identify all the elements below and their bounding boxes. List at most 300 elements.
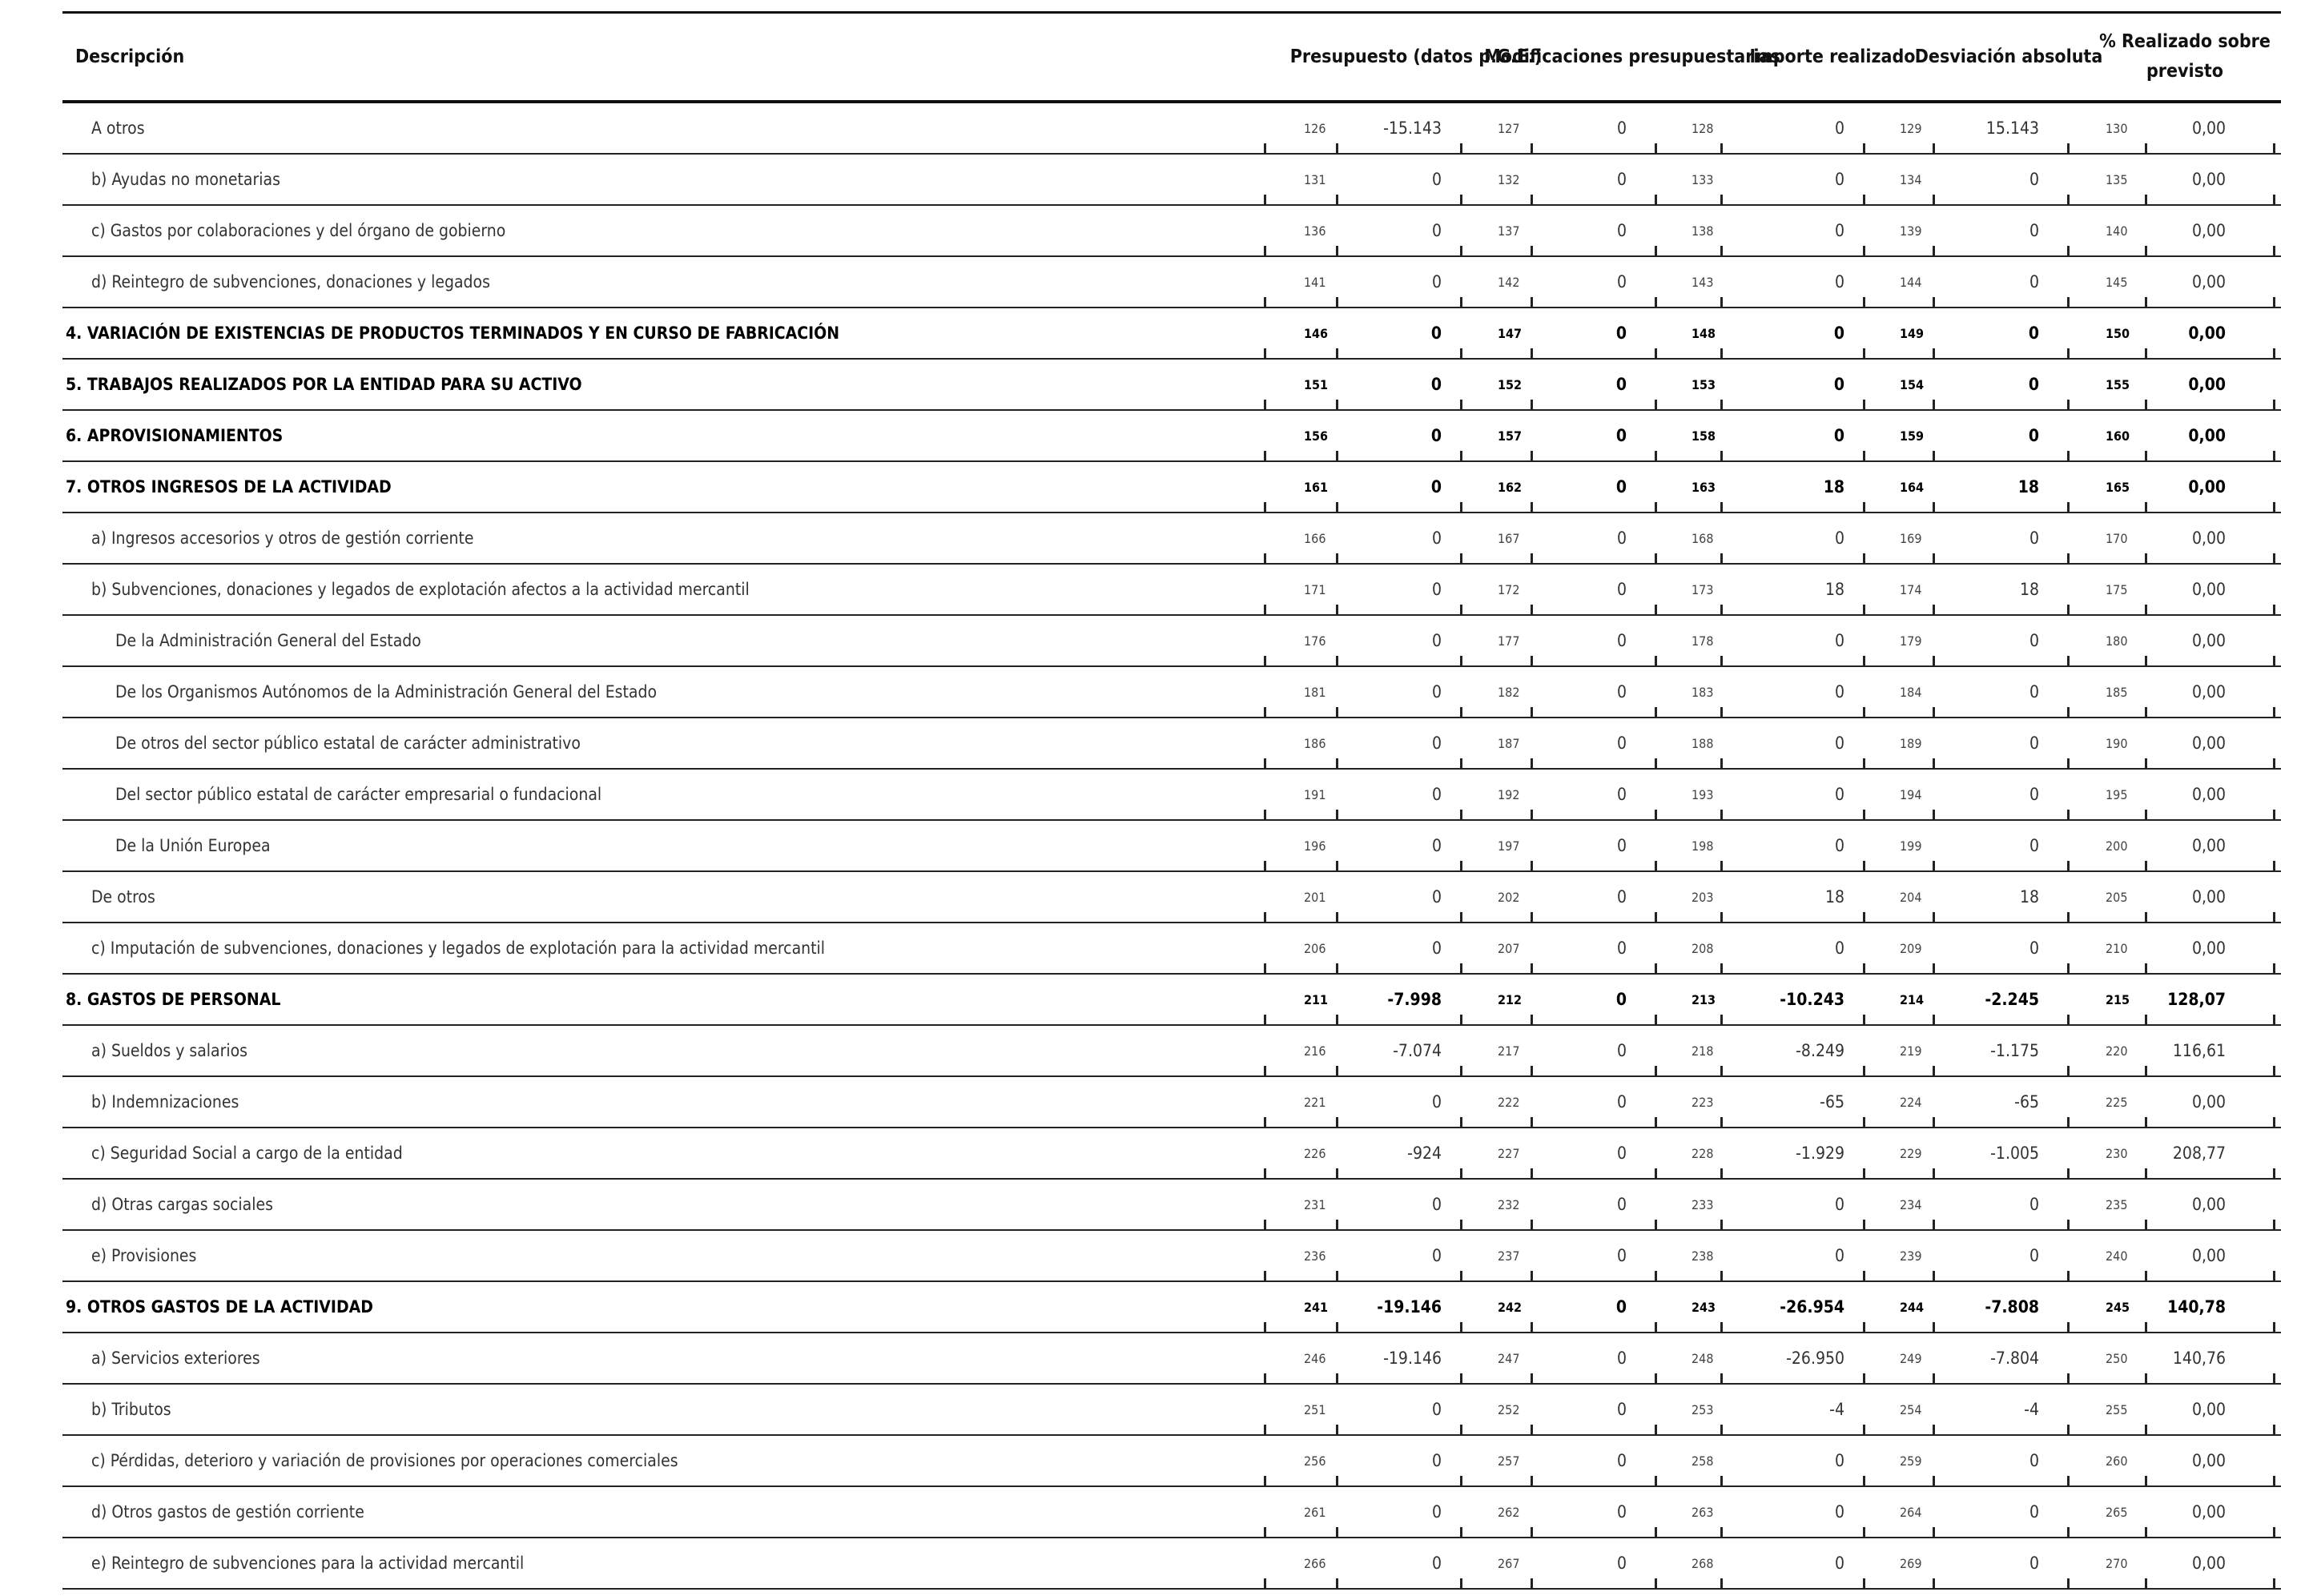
cell-divider-tick xyxy=(2067,1015,2070,1026)
cell-divider-tick xyxy=(1336,1527,1338,1538)
row-code-realized: 223 xyxy=(1692,1094,1714,1110)
row-value-deviation: 0 xyxy=(2029,836,2039,855)
row-value-realized: -4 xyxy=(1829,1400,1844,1419)
row-code-pct: 215 xyxy=(2106,991,2130,1007)
row-value-pct: 208,77 xyxy=(2172,1144,2226,1163)
row-code-modifications: 197 xyxy=(1498,838,1520,854)
table-row xyxy=(62,616,2281,667)
cell-divider-tick xyxy=(1460,1271,1462,1282)
cell-divider-tick xyxy=(1655,1425,1657,1436)
row-code-realized: 183 xyxy=(1692,684,1714,700)
row-value-budget: 0 xyxy=(1431,887,1442,907)
cell-divider-tick xyxy=(1720,605,1723,616)
row-value-pct: 0,00 xyxy=(2191,682,2226,702)
row-value-pct: 0,00 xyxy=(2191,836,2226,855)
cell-divider-tick xyxy=(1933,758,1935,770)
table-row xyxy=(62,513,2281,565)
row-code-realized: 253 xyxy=(1692,1401,1714,1417)
row-value-modifications: 0 xyxy=(1616,272,1627,291)
row-code-pct: 260 xyxy=(2106,1453,2128,1469)
cell-divider-tick xyxy=(2067,502,2070,513)
cell-divider-tick xyxy=(1933,707,1935,718)
row-value-pct: 0,00 xyxy=(2191,1451,2226,1470)
row-code-modifications: 137 xyxy=(1498,223,1520,239)
cell-divider-tick xyxy=(1720,195,1723,206)
row-value-deviation: 0 xyxy=(2029,1502,2039,1522)
row-code-realized: 168 xyxy=(1692,530,1714,546)
row-code-pct: 255 xyxy=(2106,1401,2128,1417)
row-code-modifications: 217 xyxy=(1498,1043,1520,1059)
row-value-pct: 128,07 xyxy=(2167,990,2226,1009)
cell-divider-tick xyxy=(1336,1066,1338,1077)
cell-divider-tick xyxy=(1655,1476,1657,1487)
cell-divider-tick xyxy=(2067,912,2070,923)
row-value-modifications: 0 xyxy=(1616,682,1627,702)
row-value-budget: 0 xyxy=(1431,836,1442,855)
row-code-budget: 231 xyxy=(1304,1196,1326,1212)
row-value-modifications: 0 xyxy=(1616,785,1627,804)
cell-divider-tick xyxy=(2273,246,2275,257)
row-value-deviation: 18 xyxy=(2019,887,2039,907)
row-value-modifications: 0 xyxy=(1616,170,1627,189)
row-description: 9. OTROS GASTOS DE LA ACTIVIDAD xyxy=(66,1297,373,1317)
cell-divider-tick xyxy=(2145,400,2147,411)
row-code-realized: 148 xyxy=(1692,325,1716,341)
row-description: b) Tributos xyxy=(91,1400,171,1419)
cell-divider-tick xyxy=(2145,1015,2147,1026)
row-code-deviation: 214 xyxy=(1900,991,1925,1007)
cell-divider-tick xyxy=(2273,451,2275,462)
cell-divider-tick xyxy=(2145,861,2147,872)
row-value-realized: 0 xyxy=(1834,682,1844,702)
row-value-realized: 0 xyxy=(1833,375,1844,394)
row-description: b) Indemnizaciones xyxy=(91,1092,239,1112)
cell-divider-tick xyxy=(1933,1015,1935,1026)
cell-divider-tick xyxy=(1531,297,1533,308)
row-code-realized: 163 xyxy=(1692,479,1716,495)
row-value-modifications: 0 xyxy=(1616,1451,1627,1470)
row-code-deviation: 239 xyxy=(1900,1248,1922,1264)
cell-divider-tick xyxy=(2273,758,2275,770)
row-code-budget: 196 xyxy=(1304,838,1326,854)
row-code-realized: 243 xyxy=(1692,1299,1716,1315)
cell-divider-tick xyxy=(2145,451,2147,462)
cell-divider-tick xyxy=(1531,1578,1533,1590)
row-value-pct: 0,00 xyxy=(2191,529,2226,548)
cell-divider-tick xyxy=(2145,143,2147,155)
cell-divider-tick xyxy=(2067,1578,2070,1590)
row-code-deviation: 149 xyxy=(1900,325,1925,341)
cell-divider-tick xyxy=(1460,861,1462,872)
row-code-pct: 200 xyxy=(2106,838,2128,854)
row-code-modifications: 237 xyxy=(1498,1248,1520,1264)
cell-divider-tick xyxy=(1720,1015,1723,1026)
row-value-modifications: 0 xyxy=(1616,1502,1627,1522)
row-code-realized: 188 xyxy=(1692,735,1714,751)
row-code-realized: 268 xyxy=(1692,1555,1714,1571)
row-code-pct: 145 xyxy=(2106,274,2128,290)
row-code-budget: 146 xyxy=(1304,325,1329,341)
row-code-realized: 228 xyxy=(1692,1145,1714,1161)
cell-divider-tick xyxy=(1264,1271,1266,1282)
row-code-modifications: 162 xyxy=(1498,479,1523,495)
cell-divider-tick xyxy=(2273,348,2275,360)
cell-divider-tick xyxy=(1531,1476,1533,1487)
row-value-budget: 0 xyxy=(1431,1502,1442,1522)
row-code-pct: 195 xyxy=(2106,786,2128,802)
cell-divider-tick xyxy=(1336,758,1338,770)
cell-divider-tick xyxy=(1863,1476,1865,1487)
cell-divider-tick xyxy=(1655,758,1657,770)
row-code-pct: 135 xyxy=(2106,171,2128,187)
cell-divider-tick xyxy=(2145,758,2147,770)
cell-divider-tick xyxy=(1460,707,1462,718)
row-value-realized: -26.954 xyxy=(1780,1297,1844,1317)
cell-divider-tick xyxy=(1531,912,1533,923)
cell-divider-tick xyxy=(1933,861,1935,872)
cell-divider-tick xyxy=(1933,451,1935,462)
cell-divider-tick xyxy=(1531,963,1533,975)
row-value-budget: 0 xyxy=(1431,170,1442,189)
row-code-deviation: 229 xyxy=(1900,1145,1922,1161)
cell-divider-tick xyxy=(2273,1425,2275,1436)
cell-divider-tick xyxy=(1863,1168,1865,1180)
cell-divider-tick xyxy=(1863,861,1865,872)
row-code-modifications: 267 xyxy=(1498,1555,1520,1571)
row-code-deviation: 179 xyxy=(1900,633,1922,649)
row-code-realized: 133 xyxy=(1692,171,1714,187)
row-code-budget: 126 xyxy=(1304,120,1326,136)
table-row xyxy=(62,1487,2281,1538)
row-code-budget: 141 xyxy=(1304,274,1326,290)
row-code-realized: 153 xyxy=(1692,376,1716,392)
row-value-deviation: -7.804 xyxy=(1990,1349,2039,1368)
cell-divider-tick xyxy=(1460,1322,1462,1333)
cell-divider-tick xyxy=(1531,861,1533,872)
cell-divider-tick xyxy=(2145,1425,2147,1436)
cell-divider-tick xyxy=(1655,1578,1657,1590)
row-value-deviation: 0 xyxy=(2028,324,2039,343)
row-code-modifications: 142 xyxy=(1498,274,1520,290)
cell-divider-tick xyxy=(1264,1015,1266,1026)
row-value-deviation: 18 xyxy=(2019,580,2039,599)
cell-divider-tick xyxy=(2273,1220,2275,1231)
row-value-deviation: -1.175 xyxy=(1990,1041,2039,1060)
row-code-realized: 218 xyxy=(1692,1043,1714,1059)
row-value-deviation: -4 xyxy=(2024,1400,2039,1419)
cell-divider-tick xyxy=(2273,1015,2275,1026)
row-value-modifications: 0 xyxy=(1616,939,1627,958)
cell-divider-tick xyxy=(1264,1373,1266,1385)
cell-divider-tick xyxy=(1264,963,1266,975)
cell-divider-tick xyxy=(1264,1527,1266,1538)
cell-divider-tick xyxy=(1460,1168,1462,1180)
row-code-deviation: 234 xyxy=(1900,1196,1922,1212)
row-value-realized: 0 xyxy=(1834,221,1844,240)
cell-divider-tick xyxy=(1336,502,1338,513)
cell-divider-tick xyxy=(1933,1271,1935,1282)
row-value-modifications: 0 xyxy=(1616,1144,1627,1163)
row-value-realized: 0 xyxy=(1834,1195,1844,1214)
row-code-budget: 161 xyxy=(1304,479,1329,495)
cell-divider-tick xyxy=(1264,1425,1266,1436)
row-value-pct: 0,00 xyxy=(2191,939,2226,958)
row-value-budget: 0 xyxy=(1431,734,1442,753)
cell-divider-tick xyxy=(1531,1168,1533,1180)
cell-divider-tick xyxy=(1264,810,1266,821)
cell-divider-tick xyxy=(1933,1066,1935,1077)
row-value-deviation: 0 xyxy=(2029,682,2039,702)
row-code-modifications: 127 xyxy=(1498,120,1520,136)
row-code-budget: 151 xyxy=(1304,376,1329,392)
row-value-modifications: 0 xyxy=(1616,1400,1627,1419)
row-value-budget: 0 xyxy=(1431,580,1442,599)
row-value-pct: 0,00 xyxy=(2188,426,2226,445)
row-description: c) Gastos por colaboraciones y del órgano de gobierno xyxy=(91,221,506,240)
row-code-modifications: 242 xyxy=(1498,1299,1523,1315)
table-row xyxy=(62,1077,2281,1128)
row-code-budget: 266 xyxy=(1304,1555,1326,1571)
row-value-modifications: 0 xyxy=(1616,1041,1627,1060)
cell-divider-tick xyxy=(1655,1117,1657,1128)
cell-divider-tick xyxy=(1933,553,1935,565)
cell-divider-tick xyxy=(1531,1117,1533,1128)
cell-divider-tick xyxy=(1655,143,1657,155)
cell-divider-tick xyxy=(2067,451,2070,462)
cell-divider-tick xyxy=(2067,1476,2070,1487)
row-code-pct: 245 xyxy=(2106,1299,2130,1315)
cell-divider-tick xyxy=(1655,400,1657,411)
row-value-deviation: 0 xyxy=(2029,734,2039,753)
cell-divider-tick xyxy=(1264,1168,1266,1180)
cell-divider-tick xyxy=(1336,1117,1338,1128)
cell-divider-tick xyxy=(1531,246,1533,257)
cell-divider-tick xyxy=(1336,246,1338,257)
cell-divider-tick xyxy=(1531,1015,1533,1026)
cell-divider-tick xyxy=(1720,1373,1723,1385)
row-code-budget: 241 xyxy=(1304,1299,1329,1315)
row-value-budget: 0 xyxy=(1431,631,1442,650)
row-code-pct: 155 xyxy=(2106,376,2130,392)
row-code-realized: 238 xyxy=(1692,1248,1714,1264)
cell-divider-tick xyxy=(1720,1322,1723,1333)
cell-divider-tick xyxy=(1933,1527,1935,1538)
row-value-budget: -924 xyxy=(1407,1144,1442,1163)
cell-divider-tick xyxy=(1531,758,1533,770)
cell-divider-tick xyxy=(1655,553,1657,565)
cell-divider-tick xyxy=(1863,400,1865,411)
cell-divider-tick xyxy=(1863,143,1865,155)
cell-divider-tick xyxy=(1531,195,1533,206)
row-code-budget: 221 xyxy=(1304,1094,1326,1110)
cell-divider-tick xyxy=(2273,605,2275,616)
cell-divider-tick xyxy=(1655,1066,1657,1077)
cell-divider-tick xyxy=(1655,912,1657,923)
cell-divider-tick xyxy=(2145,605,2147,616)
cell-divider-tick xyxy=(1720,348,1723,360)
cell-divider-tick xyxy=(1863,451,1865,462)
cell-divider-tick xyxy=(1720,1578,1723,1590)
row-code-budget: 186 xyxy=(1304,735,1326,751)
row-value-realized: -8.249 xyxy=(1796,1041,1844,1060)
cell-divider-tick xyxy=(1720,810,1723,821)
row-value-deviation: 0 xyxy=(2028,375,2039,394)
table-body xyxy=(62,103,2281,1590)
row-value-modifications: 0 xyxy=(1615,1297,1627,1317)
table-row xyxy=(62,770,2281,821)
row-code-pct: 240 xyxy=(2106,1248,2128,1264)
row-value-realized: -1.929 xyxy=(1796,1144,1844,1163)
row-code-realized: 198 xyxy=(1692,838,1714,854)
cell-divider-tick xyxy=(1720,143,1723,155)
cell-divider-tick xyxy=(1336,553,1338,565)
row-code-modifications: 182 xyxy=(1498,684,1520,700)
row-code-budget: 216 xyxy=(1304,1043,1326,1059)
row-value-budget: 0 xyxy=(1431,1554,1442,1573)
cell-divider-tick xyxy=(1863,1322,1865,1333)
row-value-realized: 18 xyxy=(1824,580,1844,599)
row-code-modifications: 257 xyxy=(1498,1453,1520,1469)
row-code-realized: 203 xyxy=(1692,889,1714,905)
cell-divider-tick xyxy=(1531,400,1533,411)
cell-divider-tick xyxy=(1863,912,1865,923)
cell-divider-tick xyxy=(1933,912,1935,923)
row-code-pct: 180 xyxy=(2106,633,2128,649)
cell-divider-tick xyxy=(1863,1015,1865,1026)
row-value-realized: 0 xyxy=(1834,529,1844,548)
row-value-pct: 0,00 xyxy=(2191,1195,2226,1214)
row-code-modifications: 187 xyxy=(1498,735,1520,751)
cell-divider-tick xyxy=(1933,1220,1935,1231)
row-value-modifications: 0 xyxy=(1616,529,1627,548)
table-row xyxy=(62,975,2281,1026)
cell-divider-tick xyxy=(2067,1220,2070,1231)
cell-divider-tick xyxy=(1264,1220,1266,1231)
cell-divider-tick xyxy=(1531,1425,1533,1436)
cell-divider-tick xyxy=(1336,143,1338,155)
cell-divider-tick xyxy=(1531,1322,1533,1333)
cell-divider-tick xyxy=(2145,963,2147,975)
row-code-deviation: 249 xyxy=(1900,1350,1922,1366)
cell-divider-tick xyxy=(1460,1578,1462,1590)
row-value-budget: -7.074 xyxy=(1393,1041,1442,1060)
row-description: c) Seguridad Social a cargo de la entidad xyxy=(91,1144,403,1163)
cell-divider-tick xyxy=(1863,1271,1865,1282)
header-pct: % Realizado sobre previsto xyxy=(2099,31,2271,82)
row-value-budget: 0 xyxy=(1430,324,1442,343)
row-code-budget: 236 xyxy=(1304,1248,1326,1264)
row-value-modifications: 0 xyxy=(1616,1349,1627,1368)
row-value-modifications: 0 xyxy=(1616,1246,1627,1265)
row-value-realized: 0 xyxy=(1834,1502,1844,1522)
row-value-modifications: 0 xyxy=(1615,426,1627,445)
cell-divider-tick xyxy=(2067,758,2070,770)
cell-divider-tick xyxy=(2273,1168,2275,1180)
row-description: 5. TRABAJOS REALIZADOS POR LA ENTIDAD PARA SU ACTIVO xyxy=(66,375,582,394)
table-row xyxy=(62,1385,2281,1436)
cell-divider-tick xyxy=(1460,348,1462,360)
row-code-modifications: 147 xyxy=(1498,325,1523,341)
cell-divider-tick xyxy=(1720,1476,1723,1487)
row-code-deviation: 209 xyxy=(1900,940,1922,956)
row-value-pct: 140,78 xyxy=(2167,1297,2226,1317)
cell-divider-tick xyxy=(2273,1117,2275,1128)
cell-divider-tick xyxy=(1933,605,1935,616)
row-code-modifications: 222 xyxy=(1498,1094,1520,1110)
row-code-budget: 261 xyxy=(1304,1504,1326,1520)
row-value-modifications: 0 xyxy=(1616,580,1627,599)
cell-divider-tick xyxy=(1863,1220,1865,1231)
cell-divider-tick xyxy=(2145,195,2147,206)
row-code-pct: 235 xyxy=(2106,1196,2128,1212)
row-value-budget: 0 xyxy=(1431,682,1442,702)
cell-divider-tick xyxy=(1863,246,1865,257)
row-description: d) Reintegro de subvenciones, donaciones y legados xyxy=(91,272,490,291)
row-value-realized: 0 xyxy=(1833,324,1844,343)
cell-divider-tick xyxy=(1655,246,1657,257)
cell-divider-tick xyxy=(2067,553,2070,565)
row-code-pct: 140 xyxy=(2106,223,2128,239)
row-code-realized: 263 xyxy=(1692,1504,1714,1520)
row-value-realized: 0 xyxy=(1834,631,1844,650)
row-code-budget: 206 xyxy=(1304,940,1326,956)
row-value-modifications: 0 xyxy=(1615,477,1627,496)
table-row xyxy=(62,1026,2281,1077)
cell-divider-tick xyxy=(1531,553,1533,565)
table-row xyxy=(62,565,2281,616)
cell-divider-tick xyxy=(1863,502,1865,513)
row-value-realized: 18 xyxy=(1824,887,1844,907)
row-value-realized: 0 xyxy=(1834,170,1844,189)
cell-divider-tick xyxy=(2145,502,2147,513)
row-value-budget: 0 xyxy=(1431,1451,1442,1470)
row-value-modifications: 0 xyxy=(1615,375,1627,394)
row-code-deviation: 134 xyxy=(1900,171,1922,187)
row-value-deviation: -1.005 xyxy=(1990,1144,2039,1163)
cell-divider-tick xyxy=(1336,605,1338,616)
row-code-deviation: 259 xyxy=(1900,1453,1922,1469)
cell-divider-tick xyxy=(1264,1117,1266,1128)
cell-divider-tick xyxy=(2273,502,2275,513)
row-value-realized: 0 xyxy=(1834,1246,1844,1265)
row-value-budget: 0 xyxy=(1430,375,1442,394)
cell-divider-tick xyxy=(1720,1527,1723,1538)
cell-divider-tick xyxy=(2067,605,2070,616)
row-value-deviation: 0 xyxy=(2029,939,2039,958)
cell-divider-tick xyxy=(1655,348,1657,360)
cell-divider-tick xyxy=(1336,810,1338,821)
row-code-budget: 156 xyxy=(1304,428,1329,444)
cell-divider-tick xyxy=(2067,810,2070,821)
cell-divider-tick xyxy=(1655,195,1657,206)
cell-divider-tick xyxy=(1933,810,1935,821)
cell-divider-tick xyxy=(1531,1271,1533,1282)
cell-divider-tick xyxy=(1863,1425,1865,1436)
cell-divider-tick xyxy=(1720,656,1723,667)
row-code-budget: 131 xyxy=(1304,171,1326,187)
cell-divider-tick xyxy=(2067,1527,2070,1538)
row-code-deviation: 199 xyxy=(1900,838,1922,854)
cell-divider-tick xyxy=(1460,1373,1462,1385)
row-value-pct: 0,00 xyxy=(2191,785,2226,804)
cell-divider-tick xyxy=(1933,502,1935,513)
row-value-deviation: 0 xyxy=(2029,221,2039,240)
cell-divider-tick xyxy=(1933,1476,1935,1487)
cell-divider-tick xyxy=(2273,553,2275,565)
row-description: De otros del sector público estatal de carácter administrativo xyxy=(115,734,581,753)
table-row xyxy=(62,923,2281,975)
row-value-modifications: 0 xyxy=(1615,990,1627,1009)
